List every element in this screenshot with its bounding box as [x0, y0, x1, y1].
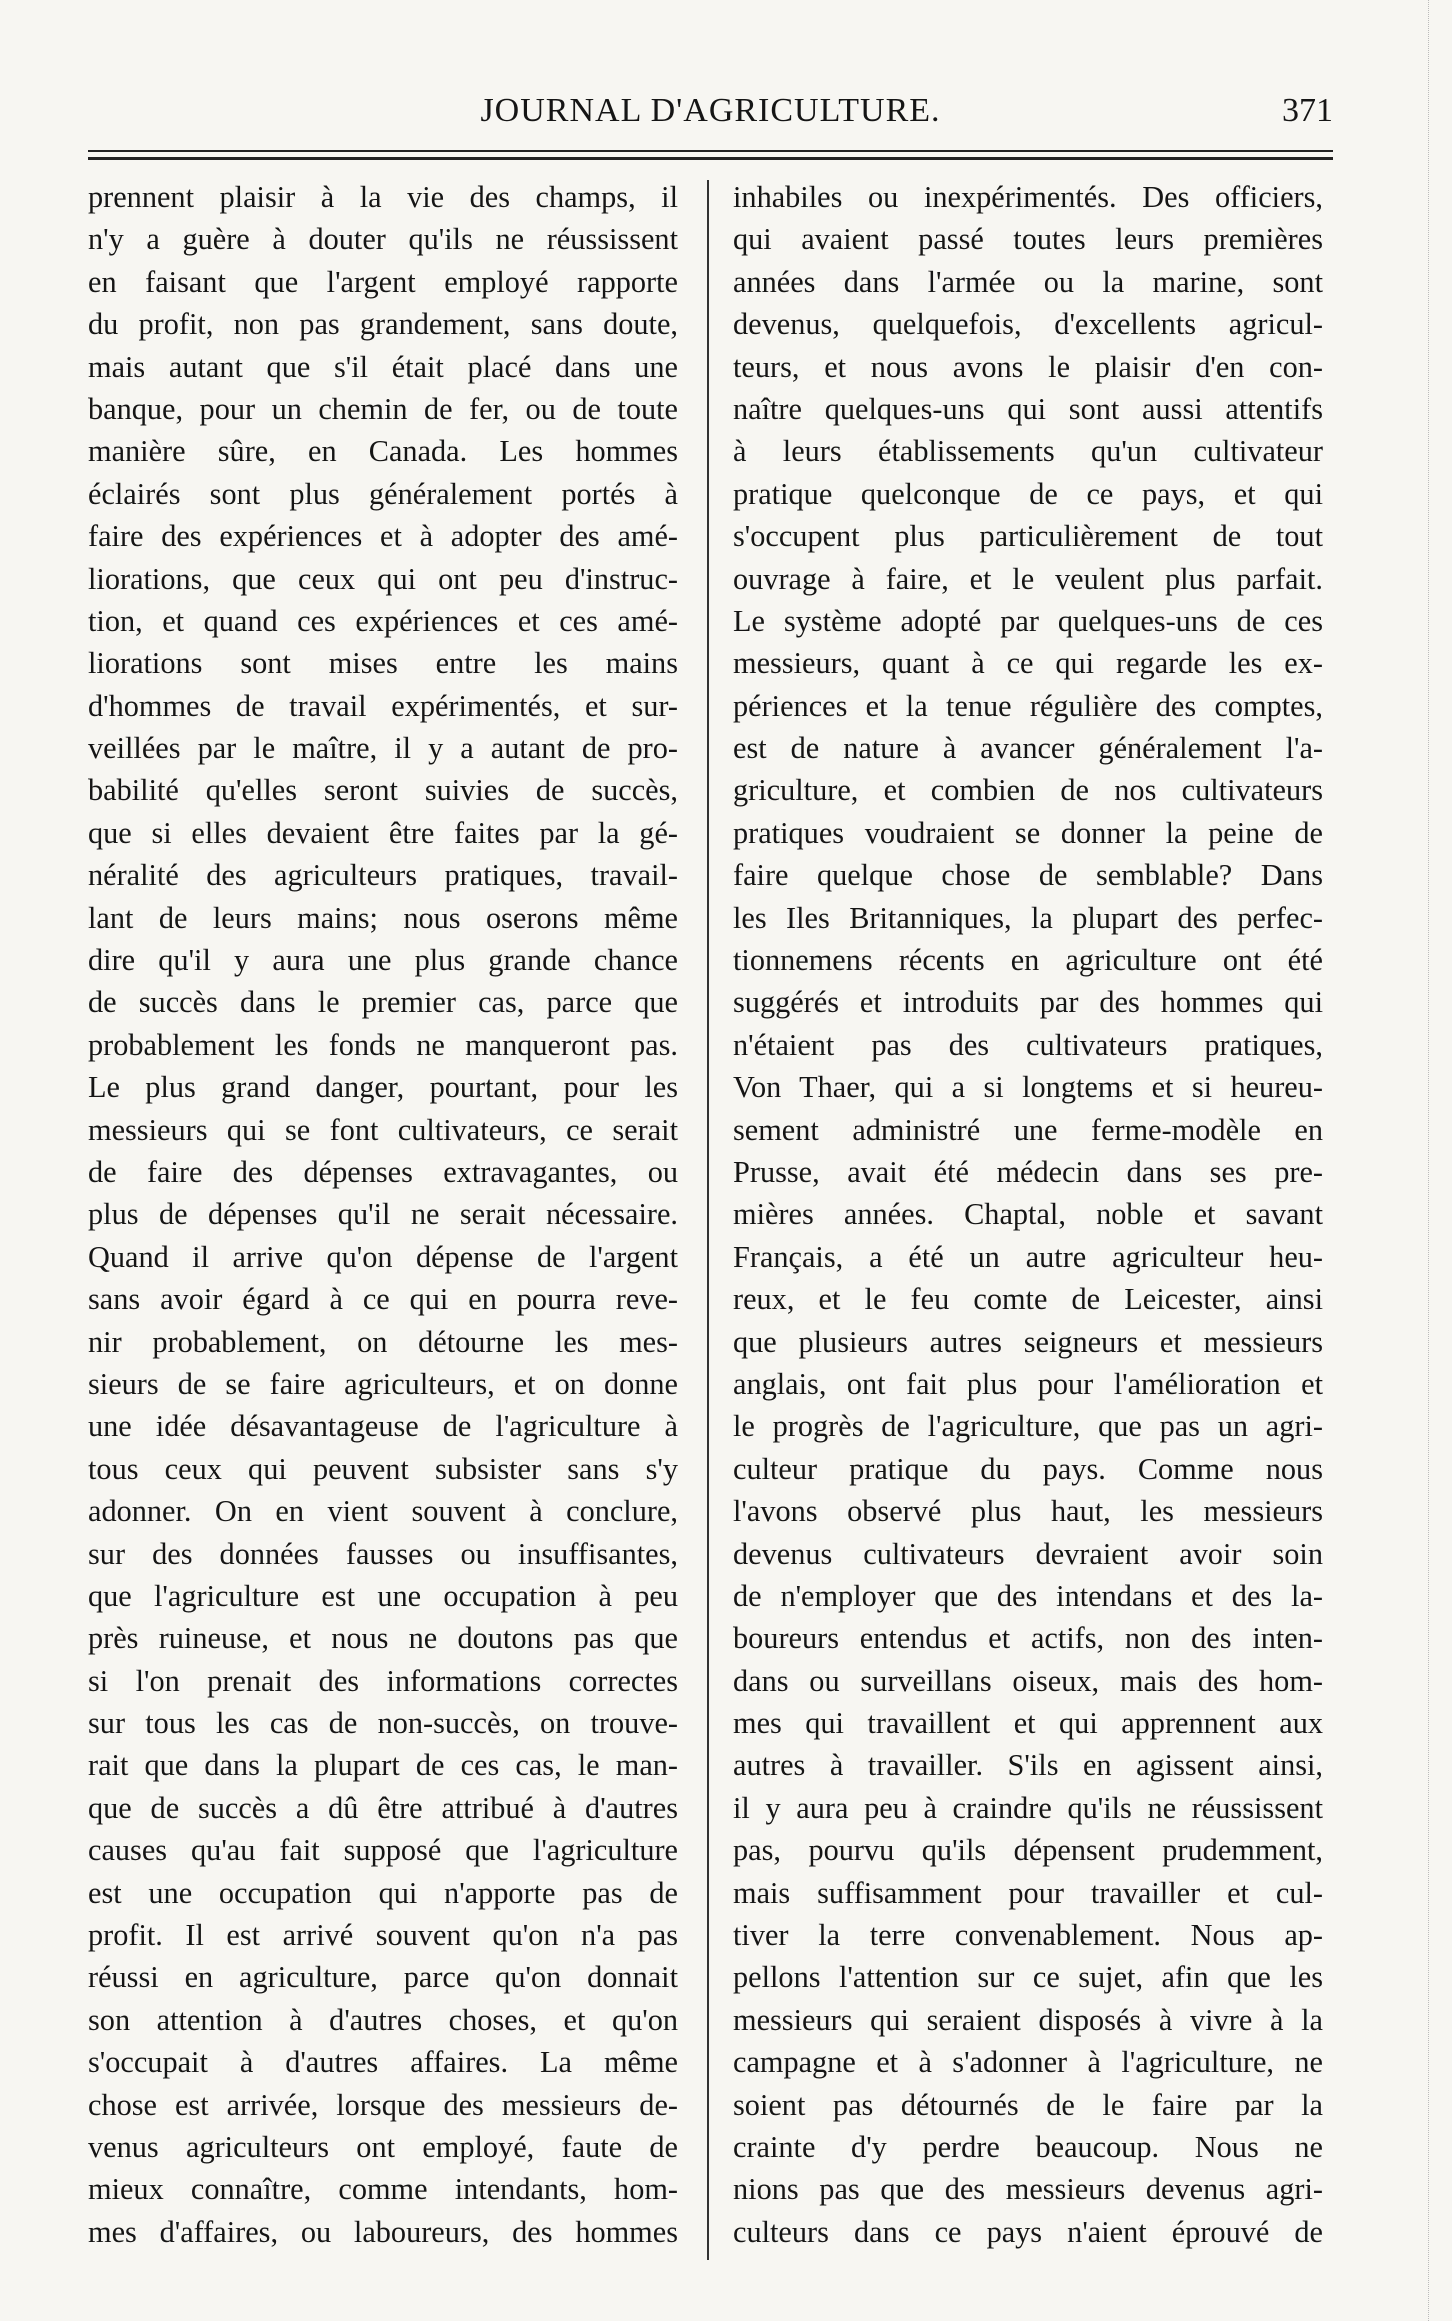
text-line: venus agriculteurs ont employé, faute de [88, 2129, 678, 2164]
text-line: sans avoir égard à ce qui en pourra reve- [88, 1282, 678, 1317]
text-line: ouvrage à faire, et le veulent plus parfait. [733, 561, 1323, 596]
text-line: de n'employer que des intendans et des la- [733, 1578, 1323, 1613]
text-line: prennent plaisir à la vie des champs, il [88, 180, 678, 214]
text-line: faire des expériences et à adopter des amé- [88, 519, 678, 554]
text-line: dire qu'il y aura une plus grande chance [88, 943, 678, 978]
text-line: que si elles devaient être faites par la gé- [88, 815, 678, 850]
text-line: tous ceux qui peuvent subsister sans s'y [88, 1451, 678, 1486]
text-line: sement administré une ferme-modèle en [733, 1112, 1323, 1147]
text-line: liorations sont mises entre les mains [88, 646, 678, 681]
text-line: messieurs qui seraient disposés à vivre à la [733, 2002, 1323, 2037]
text-line: périences et la tenue régulière des comptes, [733, 688, 1323, 723]
left-column [88, 176, 678, 2253]
text-line: Prusse, avait été médecin dans ses pre- [733, 1154, 1323, 1189]
text-line: l'avons observé plus haut, les messieurs [733, 1494, 1323, 1529]
text-line: années dans l'armée ou la marine, sont [733, 264, 1323, 299]
text-line: est de nature à avancer généralement l'a- [733, 731, 1323, 766]
text-line: d'hommes de travail expérimentés, et sur- [88, 688, 678, 723]
text-line: Von Thaer, qui a si longtems et si heureu- [733, 1070, 1323, 1105]
text-line: qui avaient passé toutes leurs premières [733, 222, 1323, 257]
text-line: que de succès a dû être attribué à d'autres [88, 1790, 678, 1825]
page-number: 371 [1282, 92, 1333, 129]
text-line: inhabiles ou inexpérimentés. Des officiers, [733, 180, 1323, 214]
text-line: n'y a guère à douter qu'ils ne réussissent [88, 222, 678, 257]
text-line: autres à travailler. S'ils en agissent ainsi, [733, 1748, 1323, 1783]
text-line: faire quelque chose de semblable? Dans [733, 858, 1323, 893]
text-line: babilité qu'elles seront suivies de succès, [88, 773, 678, 808]
text-line: liorations, que ceux qui ont peu d'instruc- [88, 561, 678, 596]
journal-title: JOURNAL D'AGRICULTURE. [480, 92, 941, 129]
text-line: s'occupent plus particulièrement de tout [733, 519, 1323, 554]
text-line: mieux connaître, comme intendants, hom- [88, 2172, 678, 2207]
text-line: tiver la terre convenablement. Nous ap- [733, 1918, 1323, 1953]
text-line: en faisant que l'argent employé rapporte [88, 264, 678, 299]
text-line: mes d'affaires, ou laboureurs, des hommes [88, 2214, 678, 2249]
text-line: mières années. Chaptal, noble et savant [733, 1197, 1323, 1232]
text-line: tionnemens récents en agriculture ont été [733, 943, 1323, 978]
text-line: Le plus grand danger, pourtant, pour les [88, 1070, 678, 1105]
text-line: pratiques voudraient se donner la peine de [733, 815, 1323, 850]
text-line: n'étaient pas des cultivateurs pratiques, [733, 1027, 1323, 1062]
column-divider [707, 180, 709, 2260]
text-line: il y aura peu à craindre qu'ils ne réussissent [733, 1790, 1323, 1825]
text-line: du profit, non pas grandement, sans doute, [88, 307, 678, 342]
text-line: les Iles Britanniques, la plupart des perfec- [733, 900, 1323, 935]
text-line: si l'on prenait des informations correctes [88, 1663, 678, 1698]
text-line: s'occupait à d'autres affaires. La même [88, 2045, 678, 2080]
text-line: veillées par le maître, il y a autant de pro- [88, 731, 678, 766]
text-line: reux, et le feu comte de Leicester, ainsi [733, 1282, 1323, 1317]
text-line: devenus, quelquefois, d'excellents agricul- [733, 307, 1323, 342]
text-line: anglais, ont fait plus pour l'amélioration et [733, 1366, 1323, 1401]
text-line: pratique quelconque de ce pays, et qui [733, 476, 1323, 511]
text-line: sieurs de se faire agriculteurs, et on donne [88, 1366, 678, 1401]
text-line: griculture, et combien de nos cultivateurs [733, 773, 1323, 808]
text-line: que l'agriculture est une occupation à peu [88, 1578, 678, 1613]
text-line: messieurs qui se font cultivateurs, ce serait [88, 1112, 678, 1147]
text-line: causes qu'au fait supposé que l'agriculture [88, 1833, 678, 1868]
text-line: près ruineuse, et nous ne doutons pas que [88, 1621, 678, 1656]
text-line: Français, a été un autre agriculteur heu- [733, 1239, 1323, 1274]
text-line: naître quelques-uns qui sont aussi attentifs [733, 391, 1323, 426]
text-line: Quand il arrive qu'on dépense de l'argent [88, 1239, 678, 1274]
text-line: mes qui travaillent et qui apprennent aux [733, 1706, 1323, 1741]
text-line: lant de leurs mains; nous oserons même [88, 900, 678, 935]
page-edge [1428, 0, 1429, 2321]
text-line: sur tous les cas de non-succès, on trouve- [88, 1706, 678, 1741]
text-line: mais suffisamment pour travailler et cul- [733, 1875, 1323, 1910]
text-line: est une occupation qui n'apporte pas de [88, 1875, 678, 1910]
text-line: suggérés et introduits par des hommes qui [733, 985, 1323, 1020]
text-line: néralité des agriculteurs pratiques, travail- [88, 858, 678, 893]
text-line: culteurs dans ce pays n'aient éprouvé de [733, 2214, 1323, 2249]
text-line: probablement les fonds ne manqueront pas. [88, 1027, 678, 1062]
text-line: crainte d'y perdre beaucoup. Nous ne [733, 2129, 1323, 2164]
text-line: culteur pratique du pays. Comme nous [733, 1451, 1323, 1486]
text-line: teurs, et nous avons le plaisir d'en con- [733, 349, 1323, 384]
text-line: profit. Il est arrivé souvent qu'on n'a pas [88, 1918, 678, 1953]
text-line: messieurs, quant à ce qui regarde les ex- [733, 646, 1323, 681]
header-rule-thick [88, 157, 1333, 160]
text-line: Le système adopté par quelques-uns de ces [733, 603, 1323, 638]
text-line: sur des données fausses ou insuffisantes, [88, 1536, 678, 1571]
text-line: à leurs établissements qu'un cultivateur [733, 434, 1323, 469]
text-line: dans ou surveillans oiseux, mais des hom- [733, 1663, 1323, 1698]
text-line: mais autant que s'il était placé dans une [88, 349, 678, 384]
text-line: réussi en agriculture, parce qu'on donnait [88, 1960, 678, 1995]
text-line: manière sûre, en Canada. Les hommes [88, 434, 678, 469]
text-line: plus de dépenses qu'il ne serait nécessaire. [88, 1197, 678, 1232]
text-line: pellons l'attention sur ce sujet, afin que les [733, 1960, 1323, 1995]
text-line: nions pas que des messieurs devenus agri- [733, 2172, 1323, 2207]
text-line: chose est arrivée, lorsque des messieurs de- [88, 2087, 678, 2122]
right-column [733, 176, 1323, 2253]
text-line: nir probablement, on détourne les mes- [88, 1324, 678, 1359]
text-line: devenus cultivateurs devraient avoir soin [733, 1536, 1323, 1571]
text-line: rait que dans la plupart de ces cas, le man- [88, 1748, 678, 1783]
running-header [88, 88, 1333, 148]
text-line: le progrès de l'agriculture, que pas un agri- [733, 1409, 1323, 1444]
text-line: adonner. On en vient souvent à conclure, [88, 1494, 678, 1529]
text-line: banque, pour un chemin de fer, ou de toute [88, 391, 678, 426]
text-line: soient pas détournés de le faire par la [733, 2087, 1323, 2122]
text-line: de succès dans le premier cas, parce que [88, 985, 678, 1020]
text-line: boureurs entendus et actifs, non des inten- [733, 1621, 1323, 1656]
text-line: son attention à d'autres choses, et qu'on [88, 2002, 678, 2037]
text-line: tion, et quand ces expériences et ces amé- [88, 603, 678, 638]
text-line: de faire des dépenses extravagantes, ou [88, 1154, 678, 1189]
text-line: que plusieurs autres seigneurs et messieurs [733, 1324, 1323, 1359]
text-line: pas, pourvu qu'ils dépensent prudemment, [733, 1833, 1323, 1868]
header-rule-thin [88, 150, 1333, 152]
text-line: une idée désavantageuse de l'agriculture à [88, 1409, 678, 1444]
text-line: éclairés sont plus généralement portés à [88, 476, 678, 511]
text-line: campagne et à s'adonner à l'agriculture, ne [733, 2045, 1323, 2080]
